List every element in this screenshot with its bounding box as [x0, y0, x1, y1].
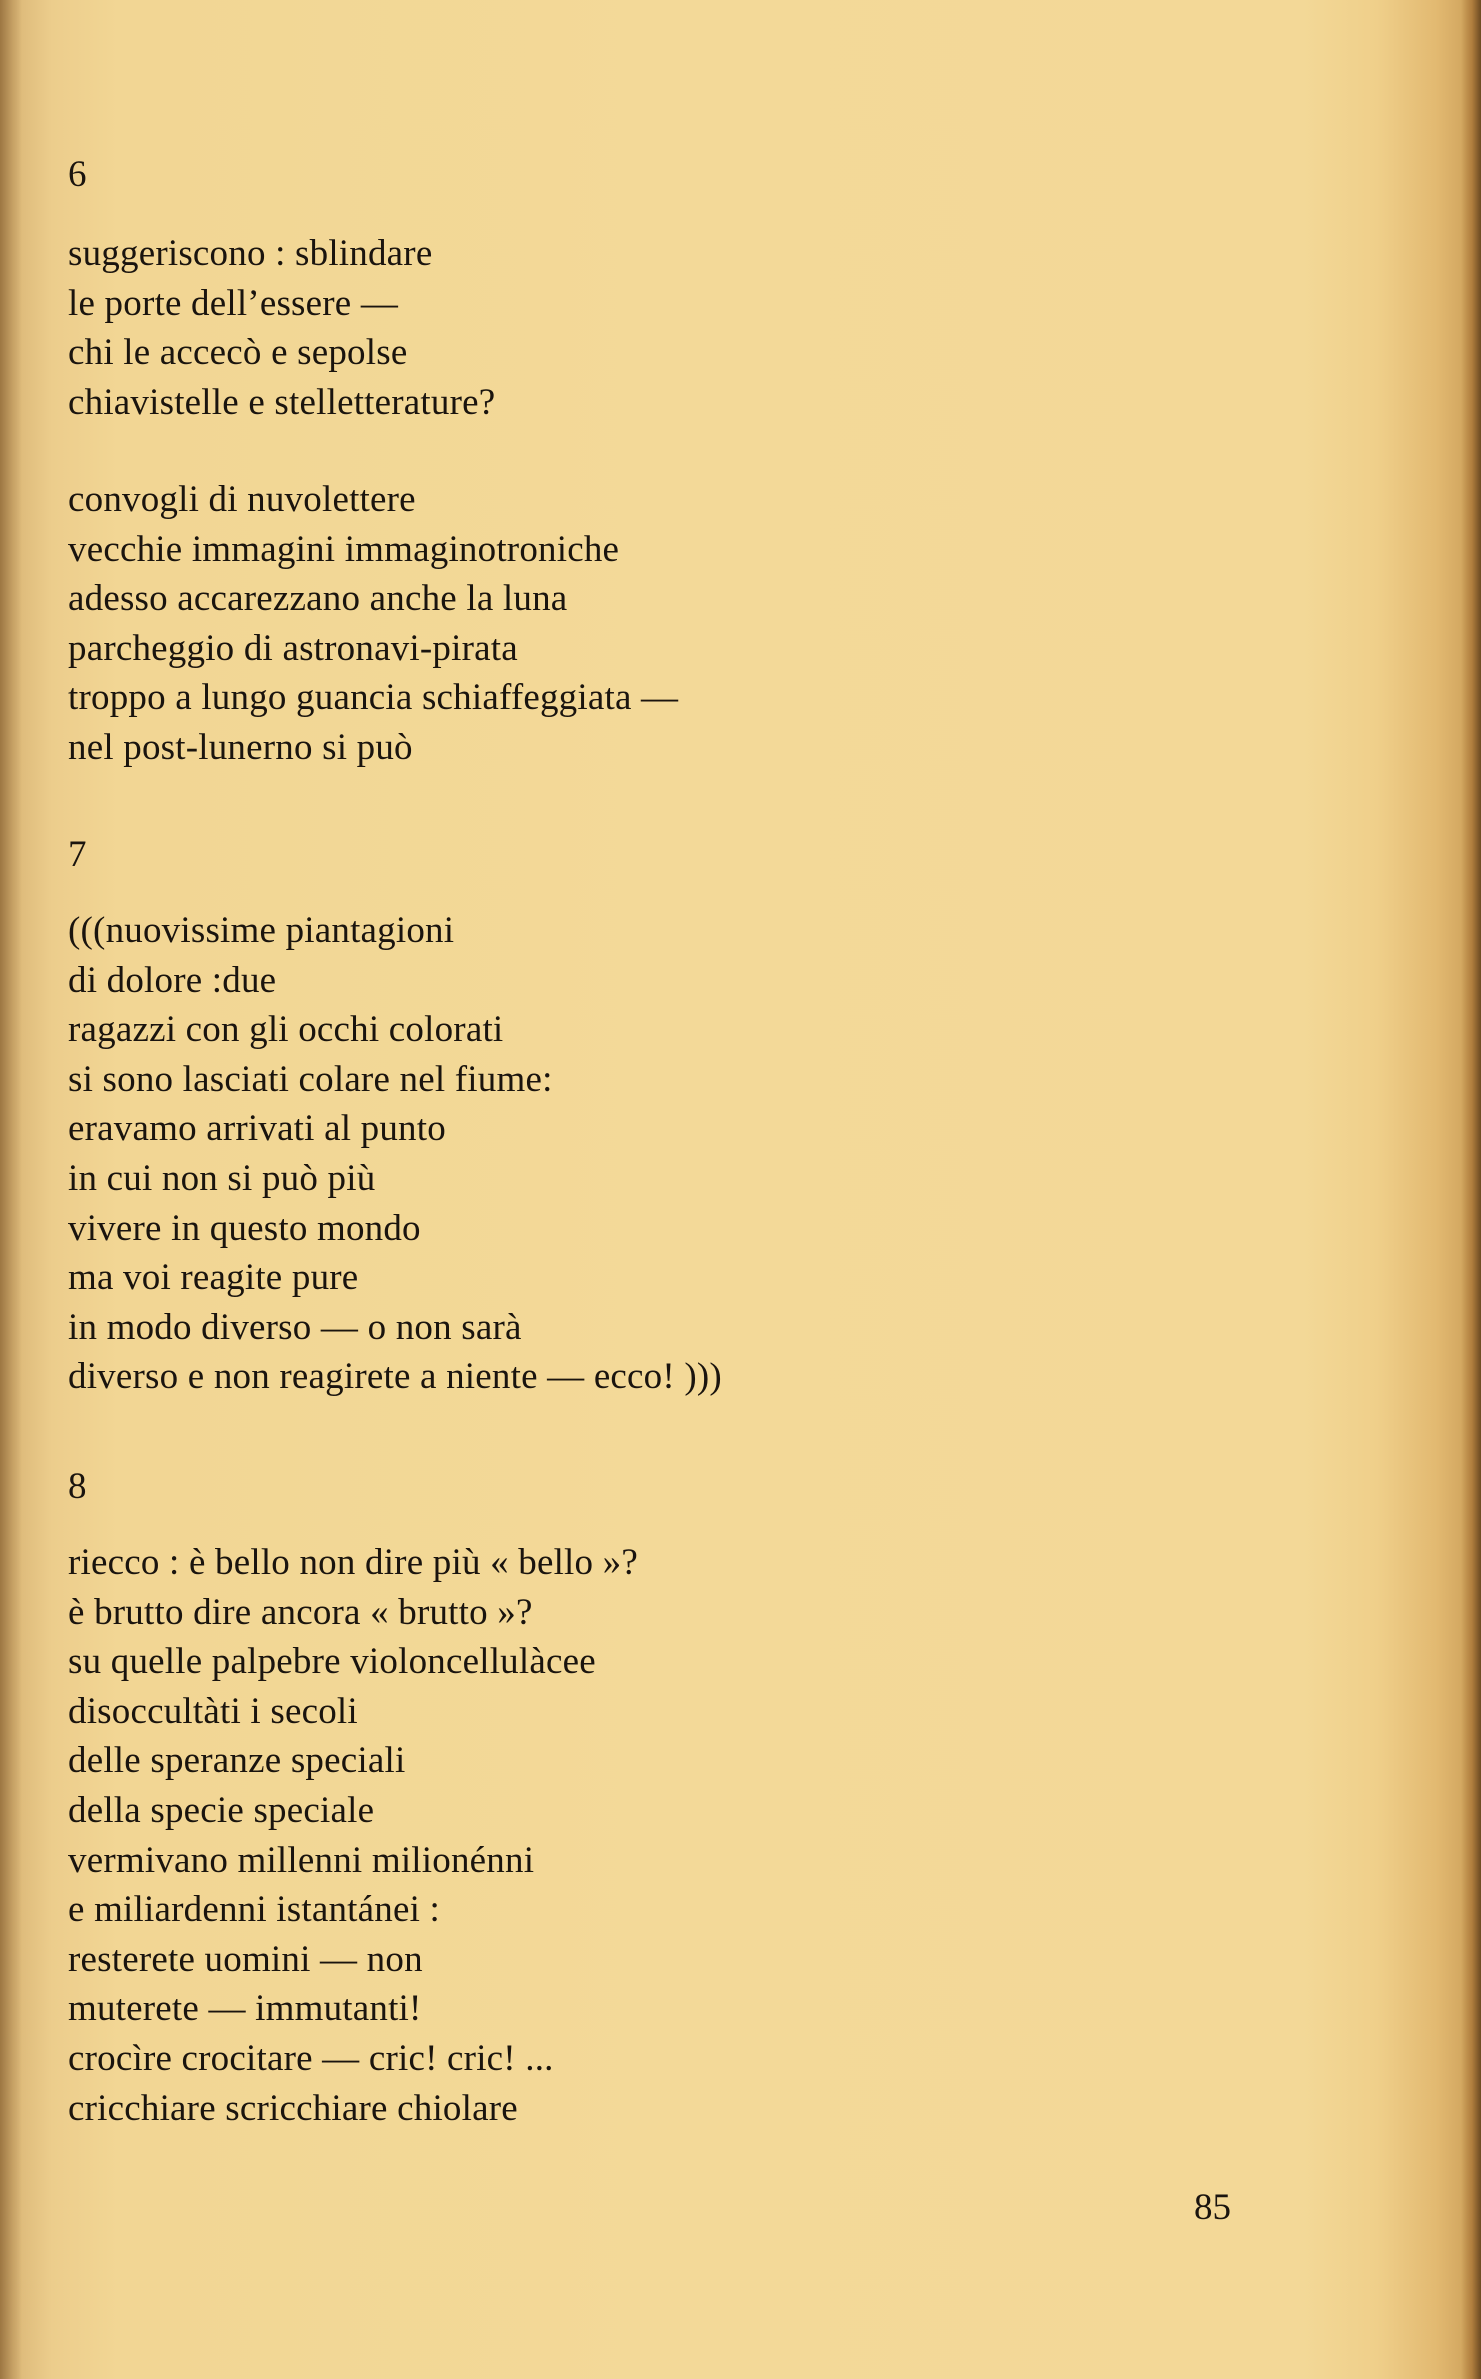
poem-line: riecco : è bello non dire più « bello »? — [68, 1542, 639, 1583]
poem-line: vivere in questo mondo — [68, 1207, 421, 1249]
poem-line: eravamo arrivati al punto — [68, 1108, 446, 1150]
poem-line: si sono lasciati colare nel fiume: — [68, 1058, 553, 1100]
poem-line: diverso e non reagirete a niente — ecco! ))) — [68, 1356, 722, 1398]
poem-line: ragazzi con gli occhi colorati — [68, 1009, 504, 1051]
poem-line: parcheggio di astronavi-pirata — [68, 627, 518, 669]
page-edge-shadow — [1461, 0, 1481, 2379]
poem-line: cricchiare scricchiare chiolare — [68, 2087, 518, 2129]
poem-line: è brutto dire ancora « brutto »? — [68, 1591, 533, 1633]
section-7-stanza — [68, 906, 722, 1402]
poem-line: in cui non si può più — [68, 1157, 376, 1199]
section-number-6: 6 — [68, 154, 87, 195]
poem-line: adesso accarezzano anche la luna — [68, 578, 568, 620]
section-6-stanza-2 — [68, 475, 678, 773]
poem-line: (((nuovissime piantagioni — [68, 910, 455, 951]
page-number: 85 — [1194, 2187, 1231, 2228]
poem-line: resterete uomini — non — [68, 1938, 423, 1980]
poem-line: vermivano millenni milionénni — [68, 1839, 535, 1881]
poem-line: in modo diverso — o non sarà — [68, 1306, 522, 1348]
poem-line: disoccultàti i secoli — [68, 1690, 358, 1732]
poem-line: suggeriscono : sblindare — [68, 233, 433, 274]
poem-line: chi le accecò e sepolse — [68, 332, 408, 374]
poem-line: su quelle palpebre violoncellulàcee — [68, 1641, 596, 1683]
poem-line: chiavistelle e stelletterature? — [68, 381, 496, 423]
poem-line: crocìre crocitare — cric! cric! ... — [68, 2037, 554, 2079]
poem-line: di dolore :due — [68, 959, 277, 1001]
section-6-stanza-1 — [68, 229, 495, 427]
poem-line: le porte dell’essere — — [68, 282, 399, 324]
poem-line: troppo a lungo guancia schiaffeggiata — — [68, 677, 679, 719]
section-number-8: 8 — [68, 1466, 87, 1507]
poem-line: convogli di nuvolettere — [68, 479, 416, 520]
section-number-7: 7 — [68, 834, 87, 875]
poem-line: e miliardenni istantánei : — [68, 1889, 441, 1931]
poem-line: ma voi reagite pure — [68, 1257, 359, 1299]
poem-line: vecchie immagini immaginotroniche — [68, 528, 620, 570]
poem-line: muterete — immutanti! — [68, 1988, 422, 2030]
page-spine-shadow — [0, 0, 22, 2379]
section-8-stanza — [68, 1538, 638, 2133]
poem-line: della specie speciale — [68, 1789, 375, 1831]
poem-line: delle speranze speciali — [68, 1740, 406, 1782]
poem-line: nel post-lunerno si può — [68, 726, 413, 768]
